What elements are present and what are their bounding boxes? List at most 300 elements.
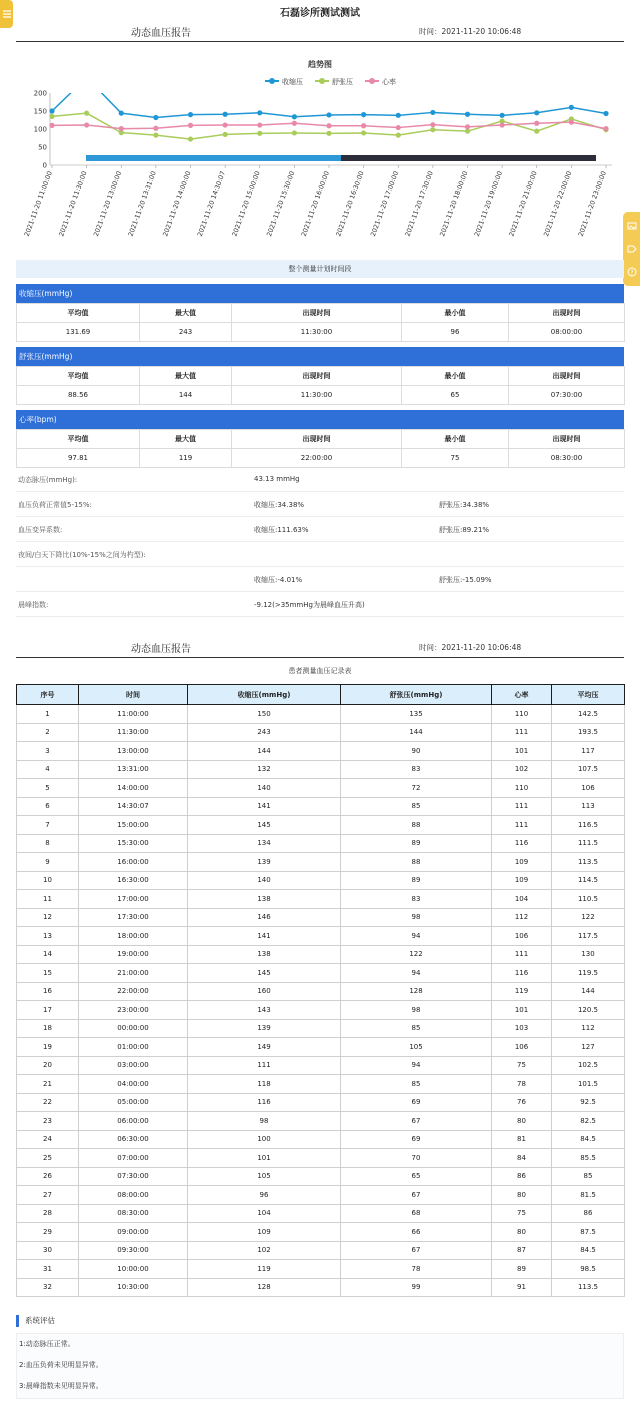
- stat-block-title: 舒张压(mmHg): [16, 347, 624, 366]
- data-point[interactable]: [153, 126, 158, 131]
- table-cell: 98: [188, 1112, 341, 1131]
- table-cell: 19:00:00: [79, 945, 188, 964]
- stat-value-cell: 243: [140, 323, 232, 342]
- table-cell: 105: [341, 1038, 492, 1057]
- table-row: [17, 1001, 625, 1020]
- table-cell: 100: [188, 1130, 341, 1149]
- x-tick-label: 2021-11-20 11:30:00: [57, 169, 89, 238]
- table-row: [17, 1056, 625, 1075]
- table-cell: 5: [17, 779, 79, 798]
- legend-label: 心率: [382, 78, 396, 86]
- stat-table: [16, 303, 625, 342]
- table-row: [17, 1278, 625, 1297]
- data-point[interactable]: [84, 111, 89, 116]
- data-point[interactable]: [223, 122, 228, 127]
- data-point[interactable]: [84, 75, 89, 80]
- stat-block: [16, 410, 624, 468]
- table-cell: 32: [17, 1278, 79, 1297]
- table-row: [17, 1223, 625, 1242]
- table-cell: 149: [188, 1038, 341, 1057]
- x-tick-label: 2021-11-20 23:00:00: [576, 169, 608, 238]
- table-cell: 144: [552, 982, 625, 1001]
- data-point[interactable]: [361, 130, 366, 135]
- table-cell: 13:00:00: [79, 742, 188, 761]
- table-cell: 98: [341, 908, 492, 927]
- metric-label: 动态脉压(mmHg):: [18, 476, 78, 484]
- data-point[interactable]: [500, 122, 505, 127]
- table-cell: 10: [17, 871, 79, 890]
- table-row: [17, 964, 625, 983]
- table-cell: 29: [17, 1223, 79, 1242]
- table-row: [17, 834, 625, 853]
- table-cell: 10:00:00: [79, 1260, 188, 1279]
- table-cell: 15:30:00: [79, 834, 188, 853]
- table-cell: 2: [17, 723, 79, 742]
- y-tick-label: 150: [33, 107, 47, 116]
- table-row: [17, 1038, 625, 1057]
- metric-row: [16, 517, 624, 542]
- zoom-range[interactable]: [86, 155, 341, 161]
- table-cell: 92.5: [552, 1093, 625, 1112]
- table-cell: 122: [552, 908, 625, 927]
- table-cell: 145: [188, 816, 341, 835]
- table-row: [17, 1112, 625, 1131]
- table-cell: 119: [492, 982, 552, 1001]
- system-eval-box: [16, 1333, 624, 1399]
- table-cell: 85: [552, 1167, 625, 1186]
- table-cell: 08:30:00: [79, 1204, 188, 1223]
- legend-item[interactable]: [265, 77, 303, 86]
- table-cell: 8: [17, 834, 79, 853]
- data-point[interactable]: [257, 122, 262, 127]
- records-header-cell: 收缩压(mmHg): [188, 685, 341, 705]
- table-cell: 102.5: [552, 1056, 625, 1075]
- stat-header-row: [17, 430, 625, 449]
- data-point[interactable]: [257, 131, 262, 136]
- table-cell: 15:00:00: [79, 816, 188, 835]
- table-cell: 106: [492, 1038, 552, 1057]
- stat-header-cell: 最小值: [402, 430, 509, 449]
- table-cell: 01:00:00: [79, 1038, 188, 1057]
- table-cell: 111: [188, 1056, 341, 1075]
- table-cell: 78: [341, 1260, 492, 1279]
- data-point[interactable]: [396, 125, 401, 130]
- data-point[interactable]: [569, 105, 574, 110]
- table-cell: 1: [17, 705, 79, 724]
- table-cell: 109: [492, 871, 552, 890]
- image-icon[interactable]: [627, 221, 637, 231]
- data-point[interactable]: [153, 115, 158, 120]
- table-cell: 05:00:00: [79, 1093, 188, 1112]
- table-cell: 69: [341, 1130, 492, 1149]
- stat-value-cell: 96: [402, 323, 509, 342]
- data-point[interactable]: [430, 110, 435, 115]
- table-cell: 20: [17, 1056, 79, 1075]
- metric-row: [16, 542, 624, 567]
- table-cell: 96: [188, 1186, 341, 1205]
- table-cell: 68: [341, 1204, 492, 1223]
- data-point[interactable]: [326, 131, 331, 136]
- data-point[interactable]: [326, 112, 331, 117]
- table-cell: 150: [188, 705, 341, 724]
- data-point[interactable]: [188, 112, 193, 117]
- data-point[interactable]: [153, 133, 158, 138]
- table-cell: 88: [341, 816, 492, 835]
- table-cell: 101.5: [552, 1075, 625, 1094]
- legend-marker: [269, 78, 275, 84]
- table-row: [17, 1019, 625, 1038]
- table-cell: 117.5: [552, 927, 625, 946]
- stat-value-cell: 11:30:00: [232, 323, 402, 342]
- table-cell: 145: [188, 964, 341, 983]
- stat-value-row: [17, 386, 625, 405]
- table-cell: 116: [492, 834, 552, 853]
- stat-block: [16, 347, 624, 405]
- stat-header-cell: 最小值: [402, 304, 509, 323]
- table-cell: 87.5: [552, 1223, 625, 1242]
- records-header-cell: 心率: [492, 685, 552, 705]
- data-point[interactable]: [119, 111, 124, 116]
- data-point[interactable]: [223, 112, 228, 117]
- series-line: [52, 78, 606, 118]
- table-cell: 109: [492, 853, 552, 872]
- table-cell: 98: [341, 1001, 492, 1020]
- data-point[interactable]: [49, 123, 54, 128]
- table-cell: 110: [492, 779, 552, 798]
- table-cell: 103: [492, 1019, 552, 1038]
- data-point[interactable]: [430, 127, 435, 132]
- table-cell: 89: [341, 834, 492, 853]
- table-cell: 07:30:00: [79, 1167, 188, 1186]
- system-eval-item: 2:血压负荷未见明显异常。: [19, 1361, 103, 1369]
- data-point[interactable]: [465, 124, 470, 129]
- table-cell: 18:00:00: [79, 927, 188, 946]
- table-row: [17, 1149, 625, 1168]
- data-point[interactable]: [569, 120, 574, 125]
- table-row: [17, 779, 625, 798]
- table-cell: 111: [492, 945, 552, 964]
- table-row: [17, 705, 625, 724]
- report-header-2: [16, 638, 624, 658]
- table-cell: 89: [492, 1260, 552, 1279]
- data-point[interactable]: [257, 110, 262, 115]
- data-point[interactable]: [292, 130, 297, 135]
- data-point[interactable]: [223, 132, 228, 137]
- table-cell: 6: [17, 797, 79, 816]
- stat-header-cell: 出现时间: [509, 304, 625, 323]
- records-title: 患者测量血压记录表: [288, 667, 352, 675]
- data-point[interactable]: [119, 126, 124, 131]
- table-cell: 89: [341, 871, 492, 890]
- data-point[interactable]: [396, 113, 401, 118]
- data-point[interactable]: [465, 112, 470, 117]
- table-cell: 75: [492, 1056, 552, 1075]
- table-cell: 70: [341, 1149, 492, 1168]
- table-cell: 141: [188, 797, 341, 816]
- stat-value-row: [17, 449, 625, 468]
- table-cell: 69: [341, 1093, 492, 1112]
- table-cell: 120.5: [552, 1001, 625, 1020]
- stat-value-cell: 07:30:00: [509, 386, 625, 405]
- table-cell: 21:00:00: [79, 964, 188, 983]
- x-tick-label: 2021-11-20 22:00:00: [542, 169, 574, 238]
- table-cell: 109: [188, 1223, 341, 1242]
- metric-value-1: 43.13 mmHg: [254, 475, 300, 483]
- data-point[interactable]: [84, 122, 89, 127]
- table-cell: 104: [188, 1204, 341, 1223]
- y-tick-label: 200: [33, 89, 47, 98]
- table-cell: 00:00:00: [79, 1019, 188, 1038]
- table-cell: 91: [492, 1278, 552, 1297]
- stat-value-cell: 88.56: [17, 386, 140, 405]
- table-cell: 111: [492, 723, 552, 742]
- data-point[interactable]: [430, 122, 435, 127]
- table-cell: 105: [188, 1167, 341, 1186]
- table-cell: 06:30:00: [79, 1130, 188, 1149]
- table-row: [17, 890, 625, 909]
- chart-title: 趋势图: [308, 60, 332, 69]
- report-title: 动态血压报告: [131, 28, 191, 39]
- table-cell: 65: [341, 1167, 492, 1186]
- table-cell: 10:30:00: [79, 1278, 188, 1297]
- metric-label: 夜间/白天下降比(10%-15%之间为杓型):: [18, 551, 146, 559]
- table-cell: 12: [17, 908, 79, 927]
- data-point[interactable]: [188, 136, 193, 141]
- report-time: 时间：2021-11-20 10:06:48: [419, 643, 522, 652]
- table-cell: 106: [492, 927, 552, 946]
- table-cell: 3: [17, 742, 79, 761]
- metric-label: 血压变异系数:: [18, 526, 63, 534]
- table-cell: 102: [492, 760, 552, 779]
- table-cell: 84.5: [552, 1241, 625, 1260]
- table-cell: 144: [188, 742, 341, 761]
- table-cell: 24: [17, 1130, 79, 1149]
- stat-table: [16, 366, 625, 405]
- metric-value-1: 收缩压:111.63%: [254, 526, 309, 534]
- table-cell: 13: [17, 927, 79, 946]
- x-tick-label: 2021-11-20 15:00:00: [230, 169, 262, 238]
- y-tick-label: 100: [33, 125, 47, 134]
- table-cell: 30: [17, 1241, 79, 1260]
- table-row: [17, 853, 625, 872]
- table-cell: 119.5: [552, 964, 625, 983]
- data-point[interactable]: [292, 114, 297, 119]
- metric-row: [16, 567, 624, 592]
- table-cell: 193.5: [552, 723, 625, 742]
- table-cell: 135: [341, 705, 492, 724]
- table-cell: 14: [17, 945, 79, 964]
- data-point[interactable]: [534, 129, 539, 134]
- table-cell: 118: [188, 1075, 341, 1094]
- table-row: [17, 797, 625, 816]
- stat-header-cell: 出现时间: [509, 367, 625, 386]
- legend-marker: [369, 78, 375, 84]
- metric-value-1: 收缩压:34.38%: [254, 501, 305, 509]
- table-cell: 81: [492, 1130, 552, 1149]
- data-point[interactable]: [603, 126, 608, 131]
- table-cell: 113: [552, 797, 625, 816]
- table-cell: 66: [341, 1223, 492, 1242]
- stat-header-cell: 出现时间: [232, 367, 402, 386]
- x-tick-label: 2021-11-20 14:30:07: [195, 169, 228, 238]
- stat-header-cell: 最大值: [140, 367, 232, 386]
- stat-header-cell: 最小值: [402, 367, 509, 386]
- stat-header-cell: 出现时间: [232, 430, 402, 449]
- metric-value-2: 舒张压:89.21%: [439, 526, 490, 534]
- stat-value-cell: 08:00:00: [509, 323, 625, 342]
- table-cell: 87: [492, 1241, 552, 1260]
- table-cell: 130: [552, 945, 625, 964]
- stat-value-cell: 65: [402, 386, 509, 405]
- table-cell: 03:00:00: [79, 1056, 188, 1075]
- table-cell: 80: [492, 1112, 552, 1131]
- table-cell: 99: [341, 1278, 492, 1297]
- table-cell: 78: [492, 1075, 552, 1094]
- table-cell: 80: [492, 1223, 552, 1242]
- table-cell: 88: [341, 853, 492, 872]
- plan-period-bar: 整个测量计划时间段: [16, 260, 624, 278]
- x-tick-label: 2021-11-20 18:00:00: [438, 169, 470, 238]
- table-row: [17, 742, 625, 761]
- table-cell: 98.5: [552, 1260, 625, 1279]
- table-cell: 112: [492, 908, 552, 927]
- help-icon[interactable]: [627, 267, 637, 277]
- table-cell: 140: [188, 779, 341, 798]
- table-cell: 128: [188, 1278, 341, 1297]
- metric-value-1: 收缩压:-4.01%: [254, 576, 303, 584]
- table-cell: 06:00:00: [79, 1112, 188, 1131]
- data-point[interactable]: [49, 108, 54, 113]
- records-header-cell: 序号: [17, 685, 79, 705]
- metric-label: 血压负荷正常值5-15%:: [18, 501, 92, 509]
- table-cell: 83: [341, 890, 492, 909]
- table-cell: 11:30:00: [79, 723, 188, 742]
- table-cell: 67: [341, 1186, 492, 1205]
- table-cell: 112: [552, 1019, 625, 1038]
- table-cell: 82.5: [552, 1112, 625, 1131]
- x-tick-label: 2021-11-20 13:00:00: [91, 169, 124, 238]
- table-cell: 110.5: [552, 890, 625, 909]
- stat-header-cell: 平均值: [17, 367, 140, 386]
- table-cell: 113.5: [552, 1278, 625, 1297]
- x-tick-label: 2021-11-20 17:30:00: [403, 169, 435, 238]
- page-title: 石磊诊所测试测试: [280, 8, 360, 19]
- records-header-cell: 舒张压(mmHg): [341, 685, 492, 705]
- table-cell: 94: [341, 927, 492, 946]
- data-point[interactable]: [534, 110, 539, 115]
- table-cell: 26: [17, 1167, 79, 1186]
- legend-item[interactable]: [365, 77, 396, 86]
- table-cell: 23:00:00: [79, 1001, 188, 1020]
- table-cell: 85: [341, 797, 492, 816]
- data-point[interactable]: [361, 112, 366, 117]
- records-header-cell: 时间: [79, 685, 188, 705]
- metric-value-1: -9.12(>35mmHg为晨峰血压升高): [254, 601, 365, 609]
- tag-icon[interactable]: [627, 244, 637, 254]
- data-point[interactable]: [188, 123, 193, 128]
- table-row: [17, 723, 625, 742]
- stat-value-row: [17, 323, 625, 342]
- stat-value-cell: 08:30:00: [509, 449, 625, 468]
- table-cell: 111: [492, 797, 552, 816]
- table-row: [17, 1075, 625, 1094]
- table-cell: 18: [17, 1019, 79, 1038]
- x-tick-label: 2021-11-20 14:00:00: [161, 169, 193, 238]
- data-point[interactable]: [534, 121, 539, 126]
- table-cell: 119: [188, 1260, 341, 1279]
- table-cell: 22:00:00: [79, 982, 188, 1001]
- data-point[interactable]: [326, 123, 331, 128]
- x-tick-label: 2021-11-20 15:30:00: [265, 169, 297, 238]
- table-row: [17, 760, 625, 779]
- table-cell: 86: [492, 1167, 552, 1186]
- table-cell: 127: [552, 1038, 625, 1057]
- table-cell: 106: [552, 779, 625, 798]
- table-cell: 9: [17, 853, 79, 872]
- table-cell: 111.5: [552, 834, 625, 853]
- metric-row: [16, 492, 624, 517]
- svg-text:?: ?: [629, 269, 634, 277]
- records-table: [16, 684, 625, 1297]
- stat-block-title: 收缩压(mmHg): [16, 284, 624, 303]
- table-cell: 83: [341, 760, 492, 779]
- x-tick-label: 2021-11-20 13:31:00: [126, 169, 158, 238]
- legend-item[interactable]: [315, 77, 353, 86]
- records-header-cell: 平均压: [552, 685, 625, 705]
- metric-value-2: 舒张压:34.38%: [439, 501, 490, 509]
- stat-header-row: [17, 367, 625, 386]
- table-row: [17, 927, 625, 946]
- data-point[interactable]: [49, 114, 54, 119]
- table-cell: 27: [17, 1186, 79, 1205]
- table-cell: 76: [492, 1093, 552, 1112]
- data-point[interactable]: [603, 111, 608, 116]
- table-cell: 102: [188, 1241, 341, 1260]
- table-cell: 117: [552, 742, 625, 761]
- stat-value-cell: 75: [402, 449, 509, 468]
- table-cell: 107.5: [552, 760, 625, 779]
- table-cell: 25: [17, 1149, 79, 1168]
- x-tick-label: 2021-11-20 19:00:00: [472, 169, 505, 238]
- data-point[interactable]: [292, 121, 297, 126]
- stat-value-cell: 144: [140, 386, 232, 405]
- table-cell: 128: [341, 982, 492, 1001]
- table-cell: 80: [492, 1186, 552, 1205]
- system-eval-title: 系统评估: [16, 1315, 55, 1327]
- data-point[interactable]: [396, 133, 401, 138]
- stat-value-cell: 131.69: [17, 323, 140, 342]
- data-point[interactable]: [361, 123, 366, 128]
- table-cell: 28: [17, 1204, 79, 1223]
- table-cell: 84: [492, 1149, 552, 1168]
- table-cell: 72: [341, 779, 492, 798]
- x-tick-label: 2021-11-20 16:30:00: [334, 169, 366, 238]
- table-cell: 08:00:00: [79, 1186, 188, 1205]
- table-cell: 07:00:00: [79, 1149, 188, 1168]
- table-cell: 11: [17, 890, 79, 909]
- trend-chart: [16, 50, 624, 250]
- table-row: [17, 1260, 625, 1279]
- table-cell: 104: [492, 890, 552, 909]
- x-tick-label: 2021-11-20 16:00:00: [299, 169, 331, 238]
- trend-chart-svg: [16, 50, 624, 250]
- data-point[interactable]: [500, 113, 505, 118]
- table-row: [17, 816, 625, 835]
- table-cell: 84.5: [552, 1130, 625, 1149]
- table-cell: 86: [552, 1204, 625, 1223]
- stat-header-cell: 平均值: [17, 430, 140, 449]
- table-cell: 85: [341, 1019, 492, 1038]
